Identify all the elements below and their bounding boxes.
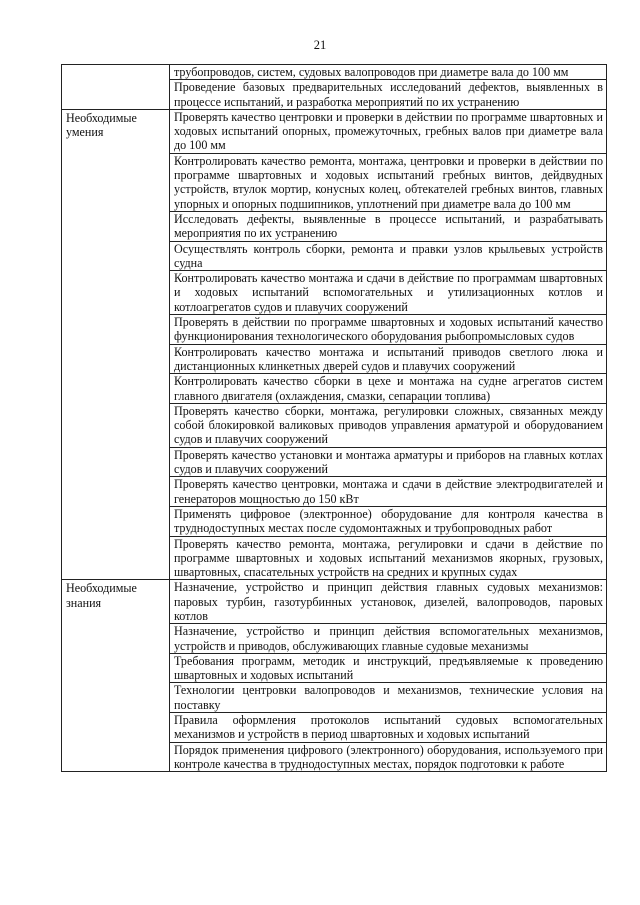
requirements-table [61,64,607,772]
table-cell: Технологии центровки валопроводов и механизмов, технические условия на поставку [170,683,607,713]
page-number: 21 [313,38,327,52]
table-row [62,580,607,624]
table-cell: Контролировать качество монтажа и сдачи в действие по программам швартовных и ходовых испытаний вспомогательных и утилизационных котлов и котлоагрегатов судов и плавучих сооружений [170,271,607,315]
table-cell: Контролировать качество монтажа и испытаний приводов светлого люка и дистанционных клинкетных дверей судов и плавучих сооружений [170,344,607,374]
table-row [62,109,607,153]
table-cell: Проведение базовых предварительных исследований дефектов, выявленных в процессе испытаний, и разработка мероприятий по их устранению [170,80,607,110]
table-cell: Проверять качество центровки, монтажа и сдачи в действие электродвигателей и генераторов мощностью до 150 кВт [170,477,607,507]
table-cell: Контролировать качество сборки в цехе и монтажа на судне агрегатов систем главного двигателя (охлаждения, смазки, сепарации топлива) [170,374,607,404]
table-row [62,65,607,80]
table-cell: Проверять в действии по программе швартовных и ходовых испытаний качество функционирования технологического оборудования рыбопромысловых судов [170,315,607,345]
table-cell: Проверять качество сборки, монтажа, регулировки сложных, связанных между собой блокировкой валиковых приводов управления арматурой и оборудованием судов и плавучих сооружений [170,403,607,447]
table-cell: трубопроводов, систем, судовых валопроводов при диаметре вала до 100 мм [170,65,607,80]
skills-label: Необходимые умения [62,109,170,580]
table-cell: Проверять качество центровки и проверки в действии по программе швартовных и ходовых испытаний опорных, промежуточных, гребных валов при диаметре вала до 100 мм [170,109,607,153]
table-cell: Правила оформления протоколов испытаний судовых вспомогательных механизмов и устройств в период швартовных и ходовых испытаний [170,713,607,743]
table-cell: Назначение, устройство и принцип действия вспомогательных механизмов, устройств и приводов, обслуживающих главные судовые механизмы [170,624,607,654]
empty-label-cell [62,65,170,110]
table-cell: Исследовать дефекты, выявленные в процессе испытаний, и разрабатывать мероприятия по их устранению [170,211,607,241]
table-cell: Применять цифровое (электронное) оборудование для контроля качества в труднодоступных местах после судомонтажных и трубопроводных работ [170,506,607,536]
table-cell: Проверять качество ремонта, монтажа, регулировки и сдачи в действие по программе швартовных и ходовых испытаний механизмов якорных, грузовых, швартовных, спасательных устройств на средних и крупных судах [170,536,607,580]
table-cell: Осуществлять контроль сборки, ремонта и правки узлов крыльевых устройств судна [170,241,607,271]
table-cell: Контролировать качество ремонта, монтажа, центровки и проверки в действии по программе швартовных и ходовых испытаний гребных винтов, дейдвудных устройств, втулок мортир, конусных колец, обтекателей гребных винтов, главных упорных и опорных подшипников, уплотнений при диаметре вала до 100 мм [170,153,607,211]
knowledge-label: Необходимые знания [62,580,170,772]
table-cell: Назначение, устройство и принцип действия главных судовых механизмов: паровых турбин, газотурбинных установок, дизелей, валопроводов, паровых котлов [170,580,607,624]
table-cell: Порядок применения цифрового (электронного) оборудования, используемого при контроле качества в труднодоступных местах, порядок подготовки к работе [170,742,607,772]
table-cell: Требования программ, методик и инструкций, предъявляемые к проведению швартовных и ходовых испытаний [170,653,607,683]
table-cell: Проверять качество установки и монтажа арматуры и приборов на главных котлах судов и плавучих сооружений [170,447,607,477]
